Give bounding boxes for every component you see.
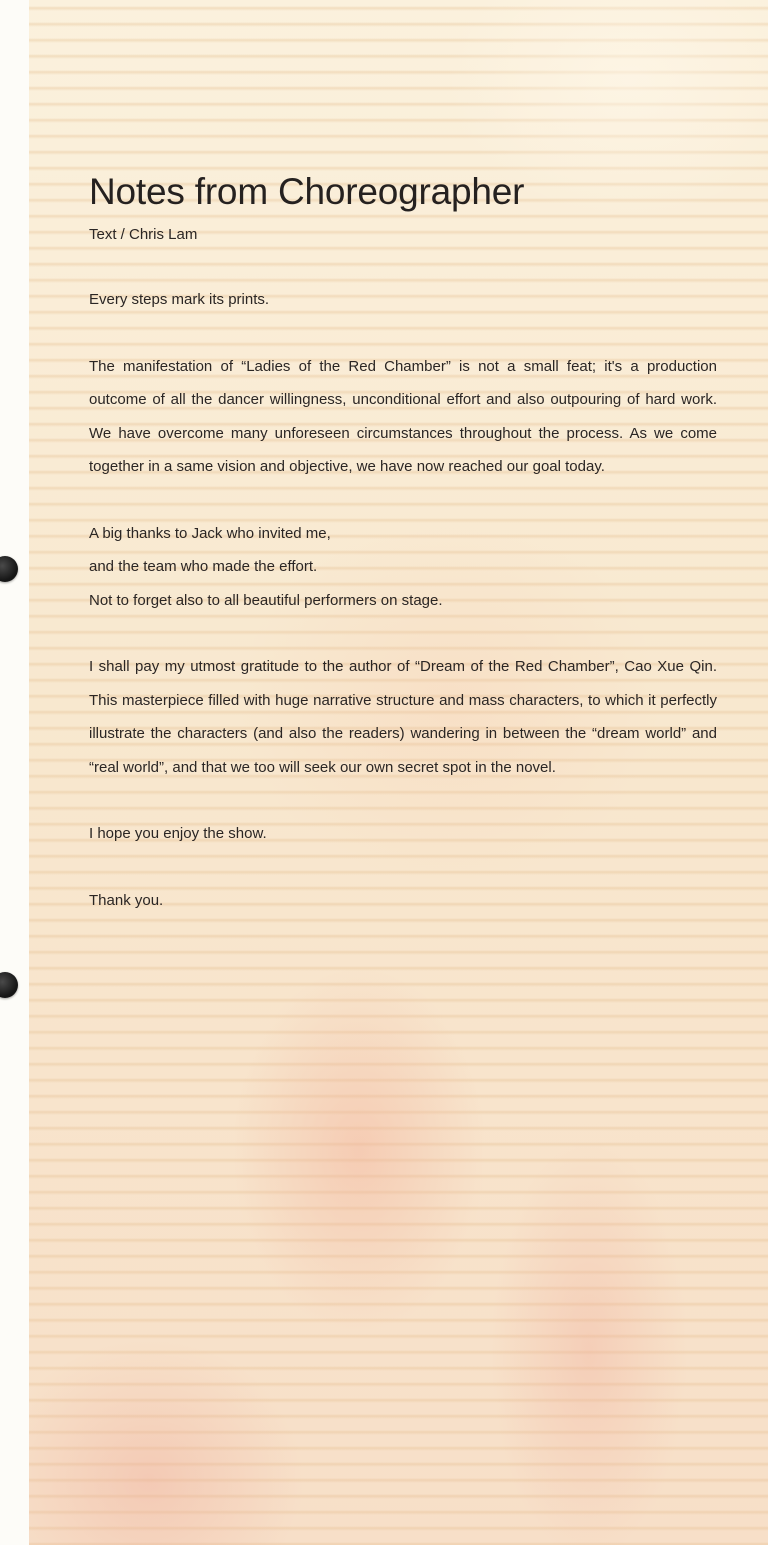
paragraph-manifestation: The manifestation of “Ladies of the Red Chamber” is not a small feat; it's a production outcome of all the dancer willingness, unconditional effort and also outpouring of hard work. We have overcome many unforeseen circumstances throughout the process. As we come together in a same vision and objective, we have now reached our goal today. — [89, 357, 717, 475]
page-title: Notes from Choreographer — [89, 171, 525, 212]
byline: Text / Chris Lam — [89, 226, 198, 243]
closing-thank-you: Thank you. — [89, 891, 164, 909]
closing-enjoy: I hope you enjoy the show. — [89, 825, 267, 842]
article — [89, 170, 717, 917]
binder-hole-top — [0, 556, 18, 582]
thanks-line: and the team who made the effort. — [89, 558, 318, 575]
paragraph-gratitude: I shall pay my utmost gratitude to the author of “Dream of the Red Chamber”, Cao Xue Qin. This masterpiece filled with huge narrative structure and mass characters, to which it perfectly illustrate the characters (and also the readers) wandering in between the “dream world” and “real world”, and that we too will seek our own secret spot in the novel. — [89, 658, 717, 776]
binder-hole-bottom — [0, 972, 18, 998]
paragraph-thanks — [89, 517, 717, 618]
thanks-line: A big thanks to Jack who invited me, — [89, 524, 331, 542]
thanks-line: Not to forget also to all beautiful performers on stage. — [89, 591, 443, 609]
lead-sentence: Every steps mark its prints. — [89, 291, 270, 308]
